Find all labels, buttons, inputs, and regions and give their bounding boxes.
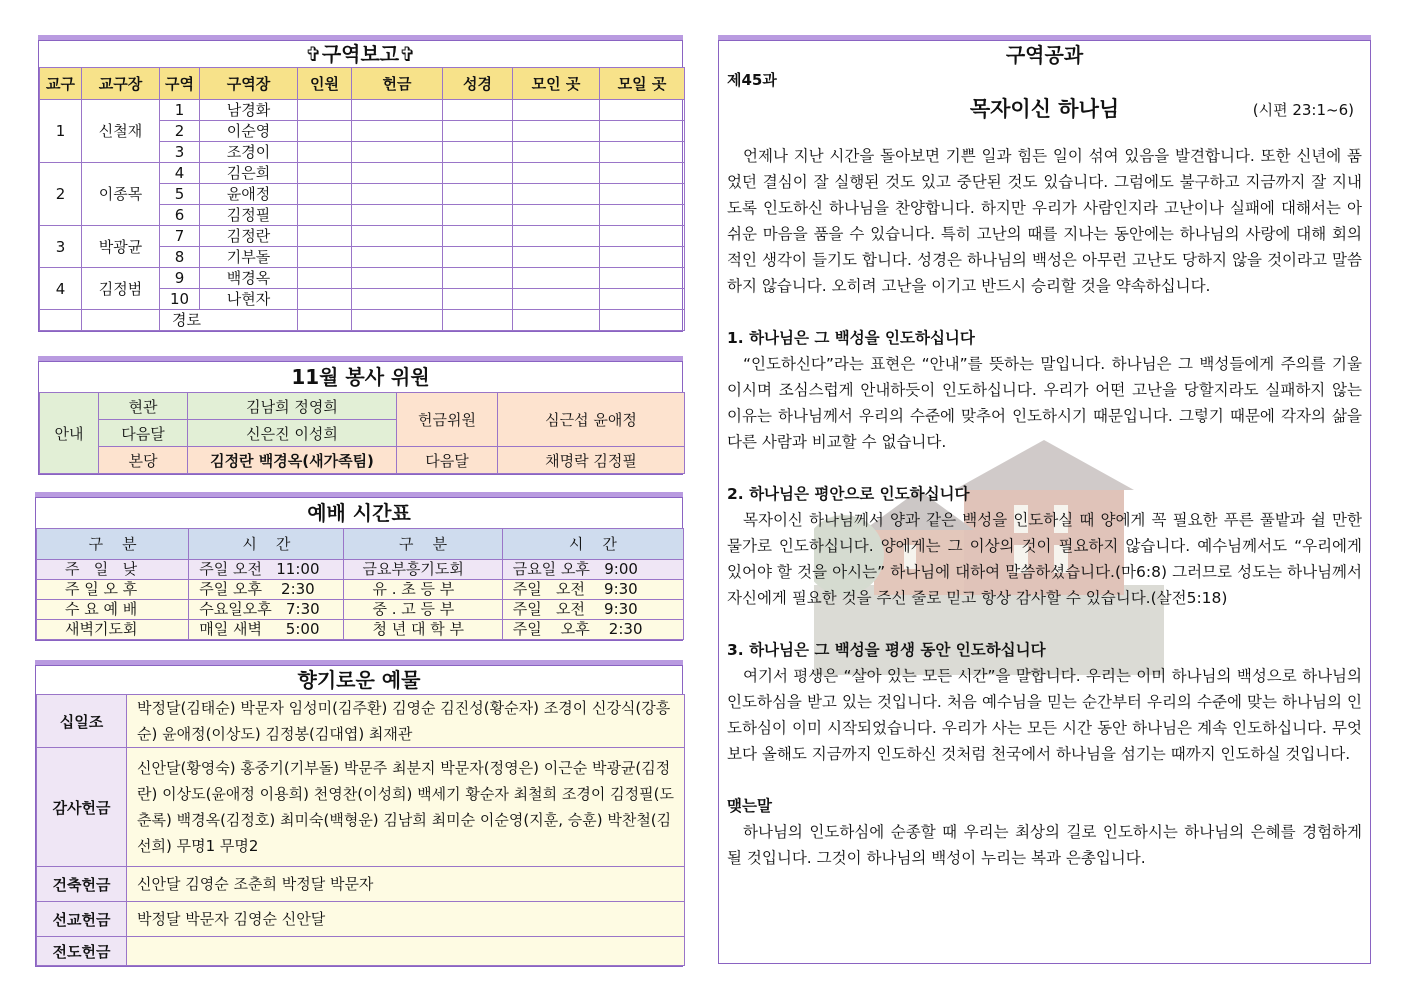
offering-committee-label: 헌금위원 [397, 393, 498, 447]
table-row [37, 867, 685, 902]
bible-cell[interactable] [443, 100, 513, 121]
col-header: 구역장 [200, 68, 298, 100]
district-leader: 이순영 [200, 121, 298, 142]
table-row [40, 100, 685, 121]
met-place-cell[interactable] [513, 310, 600, 331]
district-number: 2 [160, 121, 200, 142]
service-name: 유 . 초 등 부 [344, 580, 502, 600]
service-name: 금요부흥기도회 [344, 560, 502, 580]
section-heading: 1. 하나님은 그 백성을 인도하십니다 [727, 329, 975, 347]
next-place-cell[interactable] [600, 226, 685, 247]
offerings-table [36, 694, 685, 966]
elder-label: 경로 [160, 310, 298, 331]
lesson-number: 제45과 [727, 71, 777, 89]
offering-label: 선교헌금 [37, 902, 127, 937]
offering-committee-names: 심근섭 윤애정 [498, 393, 685, 447]
offering-names [127, 937, 685, 966]
attendance-cell[interactable] [298, 310, 352, 331]
parish-number: 1 [40, 100, 82, 163]
district-leader: 김은희 [200, 163, 298, 184]
section-heading: 2. 하나님은 평안으로 인도하십니다 [727, 485, 970, 503]
district-leader: 나현자 [200, 289, 298, 310]
met-place-cell[interactable] [513, 142, 600, 163]
district-leader: 기부돌 [200, 247, 298, 268]
district-number: 3 [160, 142, 200, 163]
district-leader: 남경화 [200, 100, 298, 121]
volunteers-panel [38, 356, 683, 475]
col-header: 구 분 [344, 529, 502, 560]
district-number: 9 [160, 268, 200, 289]
district-number: 8 [160, 247, 200, 268]
volunteer-names: 김남희 정영희 [188, 393, 397, 420]
district-leader: 백경옥 [200, 268, 298, 289]
empty-cell [82, 310, 160, 331]
lesson-scripture-reference: (시편 23:1~6) [1252, 101, 1354, 119]
worship-schedule-box [35, 498, 683, 641]
next-place-cell[interactable] [600, 268, 685, 289]
volunteer-names: 신은진 이성희 [188, 420, 397, 447]
table-row [40, 163, 685, 184]
table-row [37, 620, 684, 640]
volunteer-role: 본당 [99, 447, 188, 474]
offering-names: 신안달 김영순 조춘희 박정달 박문자 [127, 867, 685, 902]
section-text: 목자이신 하나님께서 양과 같은 백성을 인도하실 때 양에게 꼭 필요한 푸른 풀밭과 쉴 만한 물가로 인도하십니다. 양에게는 그 이상의 것이 필요하지 않습니다. 예수님께서도 “우리에게 있어야 할 것을 아시는” 하나님에 대하여 말씀하셨습니다.(마6:8) 그러므로 성도는 하나님께서 자신에게 필요한 것을 주신 줄로 믿고 항상 감사할 수 있습니다.(살전5:18) [727, 511, 1362, 607]
next-place-cell[interactable] [600, 100, 685, 121]
lesson-header: 구역공과 [1005, 43, 1084, 67]
col-header: 모일 곳 [600, 68, 685, 100]
district-report-title: ✞구역보고✞ [305, 42, 416, 66]
empty-cell [40, 310, 82, 331]
district-report-panel [38, 35, 683, 332]
met-place-cell[interactable] [513, 268, 600, 289]
section-heading: 3. 하나님은 그 백성을 평생 동안 인도하십니다 [727, 641, 1046, 659]
district-report-table [39, 67, 685, 331]
next-place-cell[interactable] [600, 142, 685, 163]
parish-number: 3 [40, 226, 82, 268]
next-place-cell[interactable] [600, 184, 685, 205]
parish-leader: 신철재 [82, 100, 160, 163]
col-header: 교구장 [82, 68, 160, 100]
col-header: 시 간 [189, 529, 344, 560]
bible-cell[interactable] [443, 163, 513, 184]
offering-cell[interactable] [352, 289, 443, 310]
table-row [37, 560, 684, 580]
met-place-cell[interactable] [513, 226, 600, 247]
offering-names: 신안달(황영숙) 홍중기(기부돌) 박문주 최분지 박문자(정영은) 이근순 박광균(김정란) 이상도(윤애정 이용희) 천영찬(이성희) 백세기 황순자 최철희 조경이 김정필(도춘록) 백경옥(김정호) 최미숙(백형운) 김남희 최미순 이순영(지훈, 승훈) 박찬철(김선희) 무명1 무명2 [127, 748, 685, 867]
col-header: 모인 곳 [513, 68, 600, 100]
attendance-cell[interactable] [298, 247, 352, 268]
service-time: 주일 오후 2:30 [189, 580, 344, 600]
offering-cell[interactable] [352, 121, 443, 142]
offering-cell[interactable] [352, 184, 443, 205]
col-header: 구 분 [37, 529, 189, 560]
met-place-cell[interactable] [513, 289, 600, 310]
offering-cell[interactable] [352, 247, 443, 268]
service-name: 청 년 대 학 부 [344, 620, 502, 640]
parish-leader: 박광균 [82, 226, 160, 268]
met-place-cell[interactable] [513, 247, 600, 268]
table-row [37, 580, 684, 600]
parish-leader: 이종목 [82, 163, 160, 226]
met-place-cell[interactable] [513, 163, 600, 184]
district-number: 10 [160, 289, 200, 310]
offering-label: 전도헌금 [37, 937, 127, 966]
next-place-cell[interactable] [600, 289, 685, 310]
table-row [37, 600, 684, 620]
offering-cell[interactable] [352, 268, 443, 289]
offering-cell[interactable] [352, 226, 443, 247]
volunteer-role: 다음달 [99, 420, 188, 447]
offerings-panel [35, 660, 683, 967]
attendance-cell[interactable] [298, 142, 352, 163]
district-report-box [38, 41, 683, 332]
offering-cell[interactable] [352, 205, 443, 226]
attendance-cell[interactable] [298, 205, 352, 226]
volunteer-role: 현관 [99, 393, 188, 420]
district-leader: 윤애정 [200, 184, 298, 205]
offering-cell[interactable] [352, 100, 443, 121]
attendance-cell[interactable] [298, 226, 352, 247]
col-header: 헌금 [352, 68, 443, 100]
service-name: 주 일 오 후 [37, 580, 189, 600]
next-place-cell[interactable] [600, 163, 685, 184]
bible-cell[interactable] [443, 205, 513, 226]
table-row [40, 447, 685, 474]
next-place-cell[interactable] [600, 121, 685, 142]
worship-schedule-panel [35, 492, 683, 641]
met-place-cell[interactable] [513, 205, 600, 226]
lesson-body [727, 143, 1362, 871]
section-text: 여기서 평생은 “살아 있는 모든 시간”을 말합니다. 우리는 이미 하나님의 백성으로 하나님의 인도하심을 받고 있는 것입니다. 처음 예수님을 믿는 순간부터 우리의 수준에 맞는 하나님의 인도하심이 이미 시작되었습니다. 우리가 사는 모든 시간 동안 하나님은 계속 인도하십니다. 무엇보다 올해도 지금까지 인도하신 것처럼 천국에서 하나님을 섬기는 때까지 인도하실 것입니다. [727, 667, 1362, 763]
met-place-cell[interactable] [513, 121, 600, 142]
table-row [40, 226, 685, 247]
attendance-cell[interactable] [298, 100, 352, 121]
worship-schedule-table [36, 528, 684, 640]
table-row [37, 748, 685, 867]
offerings-title: 향기로운 예물 [297, 668, 421, 692]
parish-number: 4 [40, 268, 82, 310]
district-leader: 김정필 [200, 205, 298, 226]
service-time: 수요일오후 7:30 [189, 600, 344, 620]
next-month-names: 채명락 김정필 [498, 447, 685, 474]
section-text: “인도하신다”라는 표현은 “안내”를 뜻하는 말입니다. 하나님은 그 백성들에게 주의를 기울이시며 조심스럽게 안내하듯이 인도하십니다. 우리가 어떤 고난을 당할지라도 실패하지 않는 이유는 하나님께서 우리의 수준에 맞추어 인도하시기 때문입니다. 그렇기 때문에 각자의 삶을 다른 사람과 비교할 수 없습니다. [727, 355, 1362, 451]
parish-number: 2 [40, 163, 82, 226]
met-place-cell[interactable] [513, 184, 600, 205]
service-time: 매일 새벽 5:00 [189, 620, 344, 640]
table-header-row [37, 529, 684, 560]
table-row [40, 268, 685, 289]
offering-names: 박정달(김태순) 박문자 임성미(김주환) 김영순 김진성(황순자) 조경이 신강식(강흥순) 윤애정(이상도) 김정봉(김대엽) 최재관 [127, 695, 685, 748]
district-number: 4 [160, 163, 200, 184]
attendance-cell[interactable] [298, 184, 352, 205]
col-header: 성경 [443, 68, 513, 100]
service-name: 중 . 고 등 부 [344, 600, 502, 620]
parish-leader: 김정범 [82, 268, 160, 310]
volunteers-box [38, 362, 683, 475]
volunteers-title: 11월 봉사 위원 [291, 365, 430, 389]
table-row [40, 310, 685, 331]
table-row [37, 937, 685, 966]
table-row [37, 695, 685, 748]
service-time: 주일 오전 9:30 [502, 600, 683, 620]
bible-cell[interactable] [443, 184, 513, 205]
service-time: 주일 오전 9:30 [502, 580, 683, 600]
lesson-panel [718, 35, 1371, 964]
table-row [37, 902, 685, 937]
bible-cell[interactable] [443, 247, 513, 268]
offering-label: 감사헌금 [37, 748, 127, 867]
bible-cell[interactable] [443, 142, 513, 163]
closing-text: 하나님의 인도하심에 순종할 때 우리는 최상의 길로 인도하시는 하나님의 은혜를 경험하게 될 것입니다. 그것이 하나님의 백성이 누리는 복과 은총입니다. [727, 823, 1362, 867]
table-row [40, 393, 685, 420]
offering-cell[interactable] [352, 163, 443, 184]
offering-cell[interactable] [352, 142, 443, 163]
service-name: 주 일 낮 [37, 560, 189, 580]
guide-label: 안내 [40, 393, 99, 474]
col-header: 교구 [40, 68, 82, 100]
district-number: 5 [160, 184, 200, 205]
service-name: 새벽기도회 [37, 620, 189, 640]
offering-cell[interactable] [352, 310, 443, 331]
col-header: 인원 [298, 68, 352, 100]
volunteers-table [39, 392, 685, 474]
attendance-cell[interactable] [298, 163, 352, 184]
attendance-cell[interactable] [298, 268, 352, 289]
offerings-box [35, 666, 683, 967]
offering-label: 십일조 [37, 695, 127, 748]
col-header: 시 간 [502, 529, 683, 560]
district-number: 6 [160, 205, 200, 226]
district-leader: 조경이 [200, 142, 298, 163]
col-header: 구역 [160, 68, 200, 100]
next-place-cell[interactable] [600, 247, 685, 268]
next-month-label: 다음달 [397, 447, 498, 474]
attendance-cell[interactable] [298, 289, 352, 310]
service-time: 주일 오후 2:30 [502, 620, 683, 640]
offering-label: 건축헌금 [37, 867, 127, 902]
bible-cell[interactable] [443, 268, 513, 289]
district-leader: 김정란 [200, 226, 298, 247]
lesson-title: 목자이신 하나님 [969, 97, 1120, 121]
district-number: 1 [160, 100, 200, 121]
bible-cell[interactable] [443, 289, 513, 310]
volunteer-names: 김정란 백경옥(새가족팀) [188, 447, 397, 474]
service-time: 금요일 오후 9:00 [502, 560, 683, 580]
offering-names: 박정달 박문자 김영순 신안달 [127, 902, 685, 937]
next-place-cell[interactable] [600, 205, 685, 226]
closing-heading: 맺는말 [727, 797, 772, 815]
bible-cell[interactable] [443, 226, 513, 247]
service-time: 주일 오전 11:00 [189, 560, 344, 580]
table-header-row [40, 68, 685, 100]
lesson-intro: 언제나 지난 시간을 돌아보면 기쁜 일과 힘든 일이 섞여 있음을 발견합니다. 또한 신년에 품었던 결심이 잘 실행된 것도 있고 중단된 것도 있습니다. 그럼에도 불구하고 지금까지 잘 지내도록 인도하신 하나님을 찬양합니다. 하지만 우리가 사람인지라 고난이나 실패에 대해서는 아쉬운 마음을 품을 수 있습니다. 특히 고난의 때를 지나는 동안에는 하나님의 사랑에 대해 회의적인 생각이 들기도 합니다. 성경은 하나님의 백성은 아무런 고난도 당하지 않을 것이라고 말씀하지 않습니다. 오히려 고난을 이기고 반드시 승리할 것을 약속하십니다. [727, 147, 1362, 295]
next-place-cell[interactable] [600, 310, 685, 331]
bible-cell[interactable] [443, 121, 513, 142]
worship-schedule-title: 예배 시간표 [307, 501, 411, 525]
attendance-cell[interactable] [298, 121, 352, 142]
service-name: 수 요 예 배 [37, 600, 189, 620]
met-place-cell[interactable] [513, 100, 600, 121]
bible-cell[interactable] [443, 310, 513, 331]
district-number: 7 [160, 226, 200, 247]
